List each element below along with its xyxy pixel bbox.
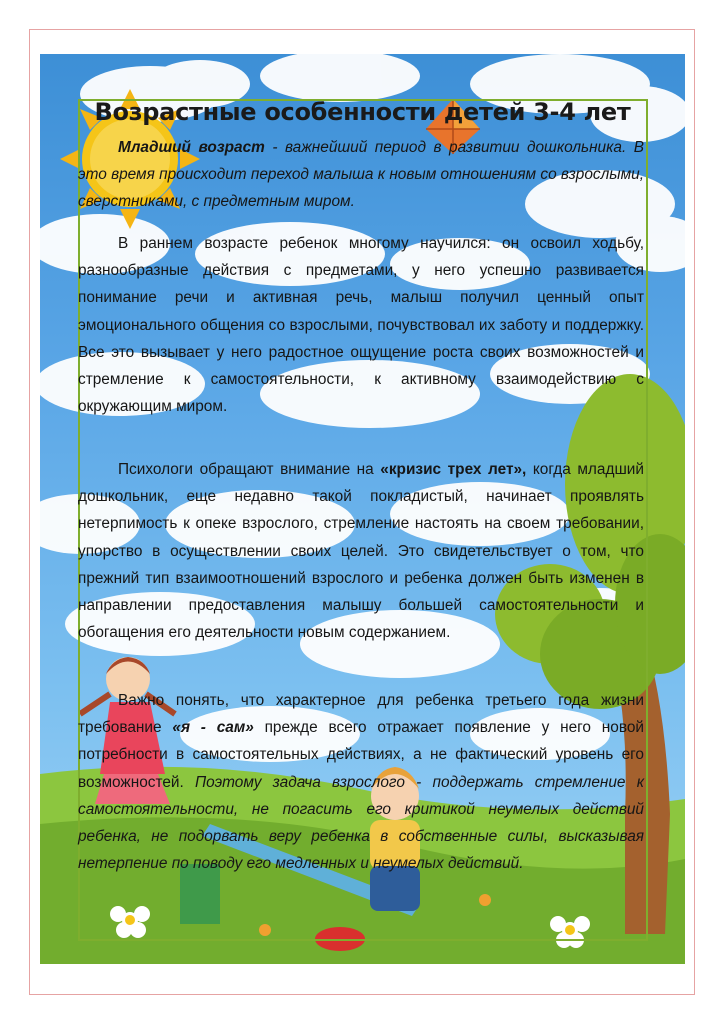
paragraph-early-age-text: В раннем возрасте ребенок многому научился: он освоил ходьбу, разнообразные действия с предметами, у него успешно развивается понимание речи и активная речь, малыш получил ценный опыт эмоционального общения со взрослыми, почувствовал их заботу и поддержку. Все это вызывает у него радостное ощущение роста своих возможностей и стремление к самостоятельности, к активному взаимодействию с окружающим миром. [78,235,644,416]
paragraph-early-age [78,230,644,420]
page-title: Возрастные особенности детей 3-4 лет [94,98,631,126]
self-text-middle: прежде всего отражает появление у него новой потребности в самостоятельных действиях, а не фактический уровень его возможностей. [78,719,644,791]
poster [40,54,685,964]
self-text-italic: Поэтому задача взрослого - поддержать стремление к самостоятельности, не погасить его критикой неумелых действий ребенка, не подорвать веру ребенка в собственные силы, высказывая нетерпение по поводу его медленных и неумелых действий. [78,773,644,873]
self-highlight: «я - сам» [172,719,254,737]
crisis-text-before: Психологи обращают внимание на [118,461,381,478]
crisis-text-after: когда младший дошкольник, еще недавно такой покладистый, начинает проявлять нетерпимость к опеке взрослого, стремление настоять на своем требовании, упорство в осуществлении своих целей. Это свидетельствует о том, что прежний тип взаимоотношений взрослого и ребенка должен быть изменен в направлении предоставления малышу большей самостоятельности и обогащения его деятельности новым содержанием. [78,461,644,642]
paragraph-self [78,687,644,877]
paragraph-crisis [78,456,644,646]
self-text-before: Важно понять, что характерное для ребенка третьего года жизни требование [78,692,644,737]
crisis-highlight: «кризис трех лет», [380,461,527,478]
intro-lead: Младший возраст [118,139,265,156]
intro-paragraph [78,134,644,216]
intro-text: - важнейший период в развитии дошкольника. В это время происходит переход малыша к новым отношениям со взрослыми, сверстниками, с предметным миром. [78,139,644,211]
